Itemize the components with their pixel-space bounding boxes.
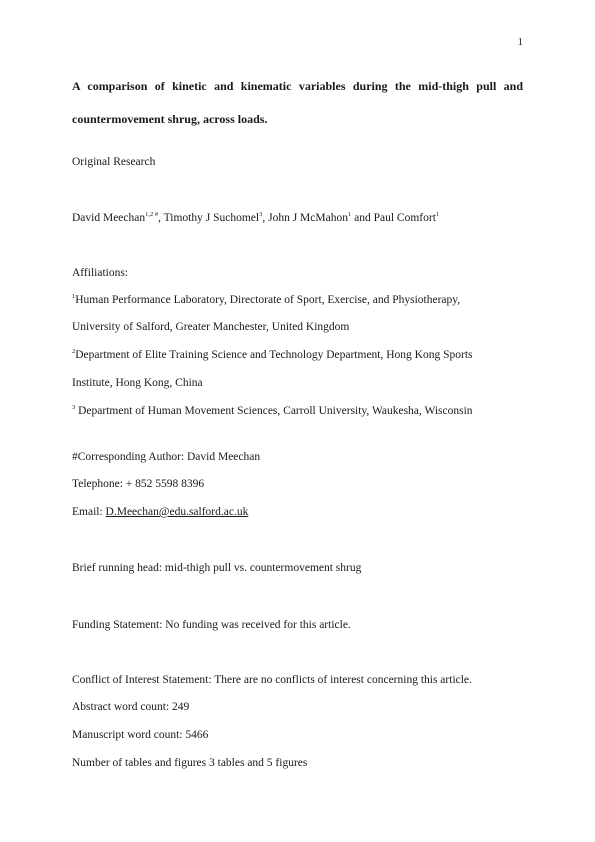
- author-name: Paul Comfort: [373, 212, 436, 224]
- author-sup: 3: [259, 211, 263, 219]
- funding-statement: Funding Statement: No funding was received for this article.: [72, 619, 351, 631]
- article-type: Original Research: [72, 156, 156, 168]
- manuscript-word-count: Manuscript word count: 5466: [72, 729, 209, 741]
- author-name: Timothy J Suchomel: [163, 212, 260, 224]
- affiliation-3: $^3$ Department of Human Movement Sciences, Carroll University, Waukesha, Wisconsin: [72, 404, 473, 417]
- affiliation-2-line-1: $^2$Department of Elite Training Science and Technology Department, Hong Kong Sports: [72, 348, 473, 361]
- paper-title: A comparison of kinetic and kinematic variables during the mid-thigh pull and countermovement shrug, across loads.: [72, 79, 523, 126]
- affiliations-heading: Affiliations:: [72, 267, 129, 279]
- conflict-statement: Conflict of Interest Statement: There are no conflicts of interest concerning this article.: [72, 674, 472, 686]
- author-sup: 1: [435, 211, 440, 219]
- affiliation-1-line-2: University of Salford, Greater Manchester, United Kingdom: [72, 321, 350, 333]
- abstract-word-count: Abstract word count: 249: [72, 701, 190, 713]
- author-sup: 1: [347, 211, 352, 219]
- telephone: Telephone: + 852 5598 8396: [72, 478, 205, 490]
- affiliation-sup: 1: [72, 293, 76, 301]
- page-number: 1: [517, 36, 523, 48]
- email-link[interactable]: D.Meechan@edu.salford.ac.uk: [105, 506, 249, 518]
- affiliation-1-line-1: $^1$Human Performance Laboratory, Directorate of Sport, Exercise, and Physiotherapy,: [72, 293, 461, 306]
- author-name: John J McMahon: [268, 212, 348, 224]
- tables-figures-count: Number of tables and figures 3 tables and 5 figures: [72, 757, 308, 769]
- running-head: Brief running head: mid-thigh pull vs. countermovement shrug: [72, 562, 362, 574]
- affiliation-sup: 3: [72, 404, 76, 412]
- author-name: David Meechan: [72, 212, 146, 224]
- author-sup: 1,2 #: [145, 211, 159, 219]
- affiliation-2-line-2: Institute, Hong Kong, China: [72, 377, 203, 389]
- author-list: David Meechan$^{1,2 \#}$, Timothy J Suchomel$^3$, John J McMahon$^1$ and Paul Comfort$^1$: [72, 211, 440, 224]
- email-line: Email: D.Meechan@edu.salford.ac.uk: [72, 506, 249, 518]
- affiliation-sup: 2: [72, 348, 76, 356]
- corresponding-author: #Corresponding Author: David Meechan: [72, 451, 261, 463]
